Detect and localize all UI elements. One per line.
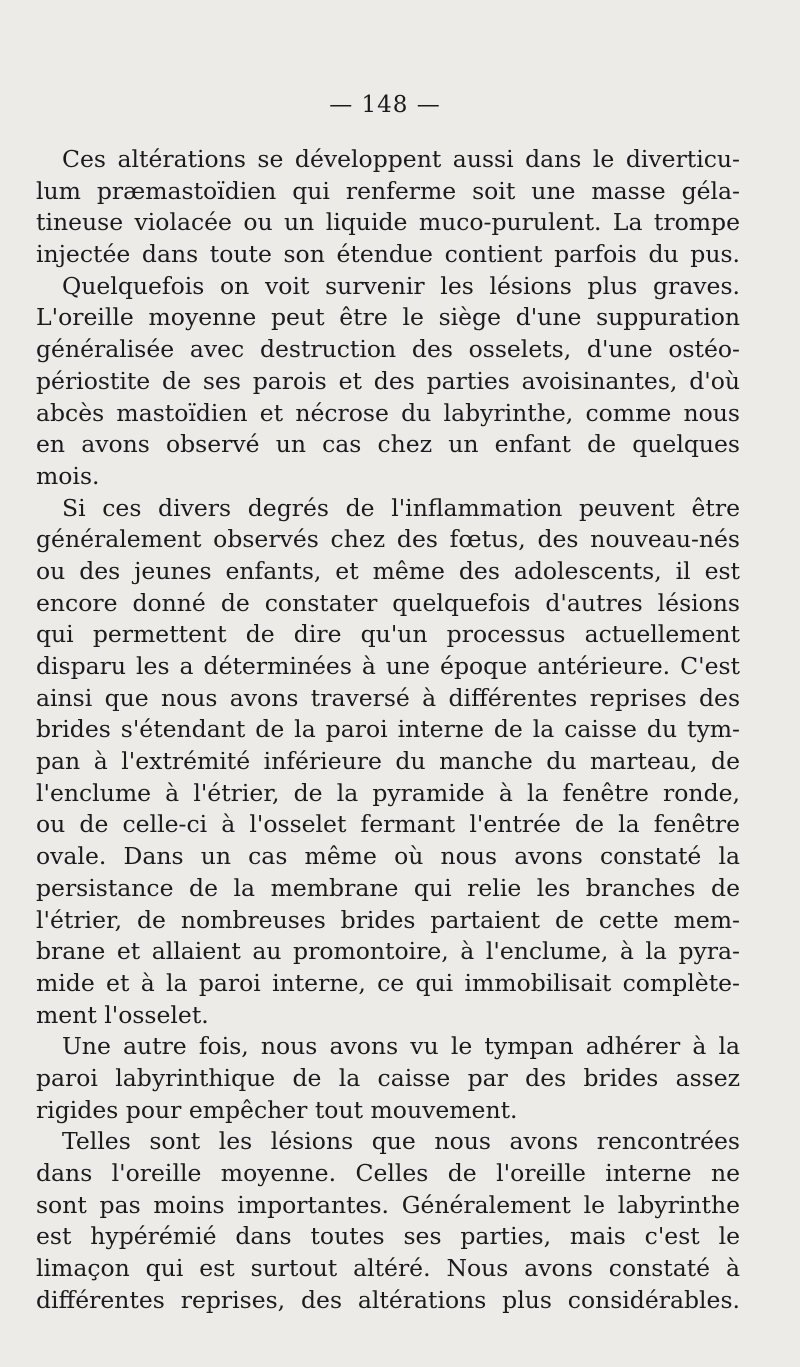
text-line: disparu les a déterminées à une époque antérieure. C'est: [36, 652, 740, 680]
text-line: L'oreille moyenne peut être le siège d'une suppuration: [36, 303, 740, 332]
body-text: [36, 144, 740, 1316]
text-line: injectée dans toute son étendue contient parfois du pus.: [36, 240, 740, 269]
text-line: abcès mastoïdien et nécrose du labyrinthe, comme nous: [36, 398, 740, 427]
text-line: généralement observés chez des fœtus, des nouveau-nés: [36, 525, 740, 554]
text-line: mois.: [36, 461, 100, 490]
text-line: brane et allaient au promontoire, à l'enclume, à la pyra-: [36, 937, 740, 966]
text-line: rigides pour empêcher tout mouvement.: [36, 1095, 518, 1124]
text-line: est hypérémié dans toutes ses parties, mais c'est le: [36, 1222, 740, 1251]
text-line: limaçon qui est surtout altéré. Nous avons constaté à: [36, 1254, 740, 1283]
text-line: périostite de ses parois et des parties avoisinantes, d'où: [36, 366, 740, 395]
text-line: ou des jeunes enfants, et même des adolescents, il est: [36, 556, 740, 585]
text-line: brides s'étendant de la paroi interne de la caisse du tym-: [36, 715, 740, 744]
text-line: encore donné de constater quelquefois d'autres lésions: [36, 588, 740, 617]
text-line: ainsi que nous avons traversé à différentes reprises des: [36, 683, 740, 712]
text-line: généralisée avec destruction des osselets, d'une ostéo-: [36, 335, 740, 364]
text-line: ovale. Dans un cas même où nous avons constaté la: [36, 842, 740, 871]
text-line: sont pas moins importantes. Généralement le labyrinthe: [36, 1190, 740, 1219]
text-line: dans l'oreille moyenne. Celles de l'oreille interne ne: [36, 1159, 740, 1187]
text-line: ou de celle-ci à l'osselet fermant l'entrée de la fenêtre: [36, 810, 740, 839]
text-line: pan à l'extrémité inférieure du manche du marteau, de: [36, 747, 740, 776]
text-line: différentes reprises, des altérations plus considérables.: [36, 1285, 740, 1314]
text-line: mide et à la paroi interne, ce qui immobilisait complète-: [36, 968, 740, 997]
text-line: Ces altérations se développent aussi dans le diverticu-: [62, 145, 740, 173]
text-line: l'étrier, de nombreuses brides partaient de cette mem-: [36, 905, 740, 934]
text-line: persistance de la membrane qui relie les branches de: [36, 873, 740, 902]
text-line: paroi labyrinthique de la caisse par des brides assez: [36, 1063, 740, 1092]
text-line: tineuse violacée ou un liquide muco-purulent. La trompe: [36, 208, 740, 237]
text-line: Quelquefois on voit survenir les lésions plus graves.: [62, 271, 740, 300]
text-line: ment l'osselet.: [36, 1000, 209, 1029]
text-line: qui permettent de dire qu'un processus actuellement: [36, 620, 740, 649]
text-line: en avons observé un cas chez un enfant de quelques: [36, 430, 740, 459]
text-line: Si ces divers degrés de l'inflammation peuvent être: [62, 493, 740, 522]
text-line: Une autre fois, nous avons vu le tympan adhérer à la: [62, 1032, 740, 1061]
text-line: Telles sont les lésions que nous avons rencontrées: [62, 1127, 740, 1156]
text-line: lum præmastoïdien qui renferme soit une masse géla-: [36, 176, 740, 205]
text-line: l'enclume à l'étrier, de la pyramide à la fenêtre ronde,: [36, 778, 740, 807]
page-number: — 148 —: [329, 92, 441, 118]
